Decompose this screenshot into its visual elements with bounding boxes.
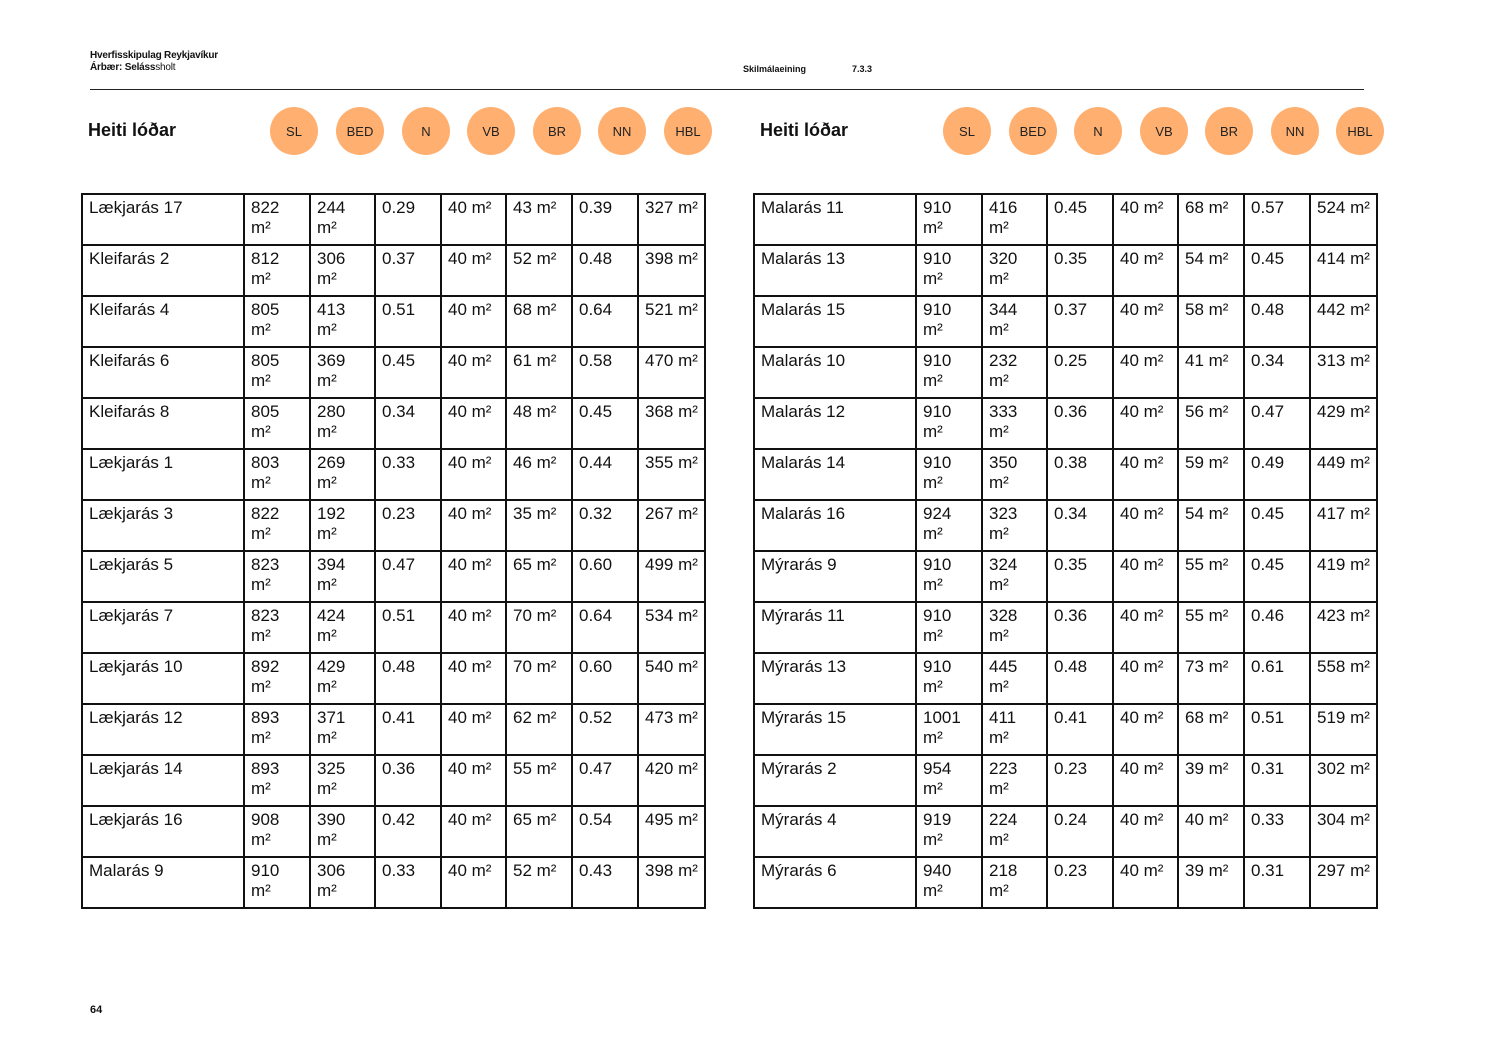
legend-circle-nn-right: NN (1271, 107, 1319, 155)
cell-nn: 0.60 (572, 653, 638, 704)
cell-nn: 0.51 (1244, 704, 1310, 755)
legend-circle-hbl-left: HBL (664, 107, 712, 155)
cell-lot-name: Mýrarás 13 (754, 653, 916, 704)
lots-table-right (753, 193, 1378, 909)
cell-br: 43 m² (506, 194, 572, 245)
cell-n: 0.48 (1047, 653, 1113, 704)
cell-nn: 0.32 (572, 500, 638, 551)
cell-nn: 0.33 (1244, 806, 1310, 857)
cell-n: 0.42 (375, 806, 441, 857)
cell-bed: 323 m² (982, 500, 1047, 551)
cell-br: 35 m² (506, 500, 572, 551)
lots-table-left (81, 193, 706, 909)
cell-bed: 369 m² (310, 347, 375, 398)
cell-sl: 908 m² (244, 806, 310, 857)
cell-sl: 910 m² (916, 347, 982, 398)
cell-sl: 910 m² (244, 857, 310, 908)
table-row (82, 857, 705, 908)
cell-hbl: 524 m² (1310, 194, 1377, 245)
cell-nn: 0.57 (1244, 194, 1310, 245)
table-row (82, 806, 705, 857)
cell-vb: 40 m² (441, 347, 506, 398)
cell-sl: 823 m² (244, 602, 310, 653)
table-row (82, 704, 705, 755)
cell-sl: 924 m² (916, 500, 982, 551)
cell-vb: 40 m² (1113, 449, 1178, 500)
cell-lot-name: Kleifarás 8 (82, 398, 244, 449)
table-row (754, 296, 1377, 347)
cell-br: 68 m² (1178, 194, 1244, 245)
table-row (82, 653, 705, 704)
cell-vb: 40 m² (441, 755, 506, 806)
cell-n: 0.24 (1047, 806, 1113, 857)
cell-nn: 0.46 (1244, 602, 1310, 653)
cell-sl: 910 m² (916, 245, 982, 296)
cell-br: 65 m² (506, 806, 572, 857)
cell-sl: 910 m² (916, 398, 982, 449)
cell-lot-name: Malarás 11 (754, 194, 916, 245)
cell-bed: 320 m² (982, 245, 1047, 296)
table-row (754, 194, 1377, 245)
cell-lot-name: Malarás 15 (754, 296, 916, 347)
cell-lot-name: Lækjarás 3 (82, 500, 244, 551)
cell-sl: 822 m² (244, 500, 310, 551)
cell-nn: 0.43 (572, 857, 638, 908)
cell-sl: 919 m² (916, 806, 982, 857)
cell-br: 54 m² (1178, 245, 1244, 296)
cell-lot-name: Mýrarás 4 (754, 806, 916, 857)
legend-circle-hbl-right: HBL (1336, 107, 1384, 155)
cell-sl: 910 m² (916, 449, 982, 500)
cell-br: 55 m² (1178, 551, 1244, 602)
cell-vb: 40 m² (1113, 653, 1178, 704)
cell-lot-name: Lækjarás 14 (82, 755, 244, 806)
cell-vb: 40 m² (441, 296, 506, 347)
cell-vb: 40 m² (1113, 602, 1178, 653)
cell-br: 40 m² (1178, 806, 1244, 857)
cell-vb: 40 m² (441, 857, 506, 908)
cell-bed: 325 m² (310, 755, 375, 806)
cell-hbl: 470 m² (638, 347, 705, 398)
cell-n: 0.23 (375, 500, 441, 551)
cell-lot-name: Lækjarás 7 (82, 602, 244, 653)
subtitle-prefix: Árbær: (90, 62, 123, 73)
cell-hbl: 540 m² (638, 653, 705, 704)
cell-bed: 411 m² (982, 704, 1047, 755)
legend-circle-sl-right: SL (943, 107, 991, 155)
cell-bed: 416 m² (982, 194, 1047, 245)
cell-vb: 40 m² (1113, 806, 1178, 857)
cell-hbl: 420 m² (638, 755, 705, 806)
cell-hbl: 429 m² (1310, 398, 1377, 449)
cell-bed: 350 m² (982, 449, 1047, 500)
cell-nn: 0.45 (1244, 551, 1310, 602)
cell-vb: 40 m² (1113, 194, 1178, 245)
cell-nn: 0.60 (572, 551, 638, 602)
cell-bed: 218 m² (982, 857, 1047, 908)
cell-br: 55 m² (506, 755, 572, 806)
cell-sl: 812 m² (244, 245, 310, 296)
cell-nn: 0.54 (572, 806, 638, 857)
cell-lot-name: Kleifarás 6 (82, 347, 244, 398)
cell-n: 0.34 (1047, 500, 1113, 551)
cell-bed: 445 m² (982, 653, 1047, 704)
cell-hbl: 267 m² (638, 500, 705, 551)
cell-br: 59 m² (1178, 449, 1244, 500)
table-row (754, 551, 1377, 602)
legend-heading-right: Heiti lóðar (760, 120, 849, 140)
legend-circle-bed-left: BED (336, 107, 384, 155)
table-row (82, 500, 705, 551)
cell-vb: 40 m² (441, 806, 506, 857)
cell-nn: 0.45 (1244, 500, 1310, 551)
cell-bed: 413 m² (310, 296, 375, 347)
cell-lot-name: Malarás 9 (82, 857, 244, 908)
table-row (754, 857, 1377, 908)
cell-vb: 40 m² (441, 602, 506, 653)
cell-n: 0.29 (375, 194, 441, 245)
legend-circle-n-right: N (1074, 107, 1122, 155)
cell-bed: 224 m² (982, 806, 1047, 857)
cell-nn: 0.47 (1244, 398, 1310, 449)
cell-nn: 0.34 (1244, 347, 1310, 398)
cell-hbl: 327 m² (638, 194, 705, 245)
cell-hbl: 313 m² (1310, 347, 1377, 398)
document-title: Hverfisskipulag Reykjavíkur (90, 50, 218, 61)
table-row (82, 755, 705, 806)
cell-br: 61 m² (506, 347, 572, 398)
cell-hbl: 398 m² (638, 245, 705, 296)
legend-circle-nn-left: NN (598, 107, 646, 155)
cell-lot-name: Lækjarás 12 (82, 704, 244, 755)
cell-nn: 0.48 (1244, 296, 1310, 347)
cell-nn: 0.39 (572, 194, 638, 245)
cell-vb: 40 m² (1113, 296, 1178, 347)
legend-circle-vb-right: VB (1140, 107, 1188, 155)
cell-vb: 40 m² (441, 653, 506, 704)
cell-vb: 40 m² (1113, 347, 1178, 398)
cell-nn: 0.45 (572, 398, 638, 449)
cell-n: 0.37 (1047, 296, 1113, 347)
cell-br: 48 m² (506, 398, 572, 449)
cell-br: 41 m² (1178, 347, 1244, 398)
table-row (82, 245, 705, 296)
document-subtitle (90, 62, 175, 73)
cell-sl: 805 m² (244, 398, 310, 449)
table-row (82, 398, 705, 449)
cell-bed: 394 m² (310, 551, 375, 602)
cell-lot-name: Malarás 16 (754, 500, 916, 551)
cell-bed: 328 m² (982, 602, 1047, 653)
table-row (754, 347, 1377, 398)
cell-vb: 40 m² (1113, 857, 1178, 908)
legend-circle-sl-left: SL (270, 107, 318, 155)
cell-lot-name: Kleifarás 2 (82, 245, 244, 296)
cell-sl: 910 m² (916, 551, 982, 602)
cell-bed: 192 m² (310, 500, 375, 551)
cell-sl: 805 m² (244, 296, 310, 347)
cell-lot-name: Lækjarás 16 (82, 806, 244, 857)
cell-n: 0.35 (1047, 551, 1113, 602)
cell-nn: 0.31 (1244, 857, 1310, 908)
cell-n: 0.23 (1047, 755, 1113, 806)
cell-br: 58 m² (1178, 296, 1244, 347)
cell-sl: 910 m² (916, 194, 982, 245)
table-row (82, 551, 705, 602)
cell-bed: 232 m² (982, 347, 1047, 398)
table-row (82, 296, 705, 347)
cell-bed: 344 m² (982, 296, 1047, 347)
cell-hbl: 417 m² (1310, 500, 1377, 551)
table-row (82, 194, 705, 245)
cell-n: 0.23 (1047, 857, 1113, 908)
cell-nn: 0.48 (572, 245, 638, 296)
table-row (754, 653, 1377, 704)
cell-hbl: 495 m² (638, 806, 705, 857)
cell-sl: 805 m² (244, 347, 310, 398)
cell-bed: 371 m² (310, 704, 375, 755)
cell-sl: 910 m² (916, 653, 982, 704)
cell-n: 0.34 (375, 398, 441, 449)
cell-nn: 0.45 (1244, 245, 1310, 296)
cell-vb: 40 m² (1113, 245, 1178, 296)
legend-circle-bed-right: BED (1009, 107, 1057, 155)
cell-n: 0.25 (1047, 347, 1113, 398)
cell-hbl: 419 m² (1310, 551, 1377, 602)
cell-lot-name: Lækjarás 17 (82, 194, 244, 245)
page-number: 64 (90, 1004, 103, 1016)
cell-hbl: 558 m² (1310, 653, 1377, 704)
cell-sl: 940 m² (916, 857, 982, 908)
cell-bed: 424 m² (310, 602, 375, 653)
table-row (82, 602, 705, 653)
cell-n: 0.35 (1047, 245, 1113, 296)
cell-n: 0.48 (375, 653, 441, 704)
legend-circle-n-left: N (402, 107, 450, 155)
cell-hbl: 449 m² (1310, 449, 1377, 500)
cell-br: 73 m² (1178, 653, 1244, 704)
cell-br: 46 m² (506, 449, 572, 500)
table-row (754, 449, 1377, 500)
cell-br: 68 m² (506, 296, 572, 347)
cell-n: 0.45 (1047, 194, 1113, 245)
cell-lot-name: Mýrarás 2 (754, 755, 916, 806)
cell-nn: 0.49 (1244, 449, 1310, 500)
cell-lot-name: Malarás 10 (754, 347, 916, 398)
legend-circle-vb-left: VB (467, 107, 515, 155)
cell-bed: 223 m² (982, 755, 1047, 806)
cell-bed: 244 m² (310, 194, 375, 245)
cell-br: 70 m² (506, 602, 572, 653)
legend-circle-br-left: BR (533, 107, 581, 155)
cell-br: 56 m² (1178, 398, 1244, 449)
cell-bed: 306 m² (310, 857, 375, 908)
cell-hbl: 355 m² (638, 449, 705, 500)
cell-bed: 269 m² (310, 449, 375, 500)
cell-hbl: 398 m² (638, 857, 705, 908)
table-row (754, 806, 1377, 857)
section-number: 7.3.3 (852, 64, 873, 74)
cell-bed: 390 m² (310, 806, 375, 857)
cell-vb: 40 m² (1113, 755, 1178, 806)
cell-br: 52 m² (506, 245, 572, 296)
cell-hbl: 304 m² (1310, 806, 1377, 857)
cell-n: 0.38 (1047, 449, 1113, 500)
cell-br: 62 m² (506, 704, 572, 755)
cell-bed: 333 m² (982, 398, 1047, 449)
cell-br: 52 m² (506, 857, 572, 908)
cell-nn: 0.47 (572, 755, 638, 806)
cell-nn: 0.64 (572, 296, 638, 347)
cell-bed: 306 m² (310, 245, 375, 296)
cell-lot-name: Mýrarás 9 (754, 551, 916, 602)
cell-vb: 40 m² (441, 245, 506, 296)
subtitle-overlap: Seláss (124, 62, 156, 73)
cell-sl: 910 m² (916, 296, 982, 347)
cell-lot-name: Mýrarás 6 (754, 857, 916, 908)
cell-hbl: 499 m² (638, 551, 705, 602)
cell-hbl: 302 m² (1310, 755, 1377, 806)
cell-lot-name: Kleifarás 4 (82, 296, 244, 347)
table-row (754, 398, 1377, 449)
section-label: Skilmálaeining (743, 64, 807, 74)
cell-sl: 954 m² (916, 755, 982, 806)
cell-n: 0.33 (375, 449, 441, 500)
cell-vb: 40 m² (441, 194, 506, 245)
cell-sl: 910 m² (916, 602, 982, 653)
cell-vb: 40 m² (1113, 500, 1178, 551)
cell-n: 0.41 (375, 704, 441, 755)
cell-br: 70 m² (506, 653, 572, 704)
cell-vb: 40 m² (441, 398, 506, 449)
cell-n: 0.47 (375, 551, 441, 602)
table-row (754, 704, 1377, 755)
cell-hbl: 519 m² (1310, 704, 1377, 755)
cell-vb: 40 m² (1113, 398, 1178, 449)
cell-lot-name: Lækjarás 10 (82, 653, 244, 704)
table-row (82, 347, 705, 398)
cell-hbl: 473 m² (638, 704, 705, 755)
cell-br: 68 m² (1178, 704, 1244, 755)
cell-n: 0.41 (1047, 704, 1113, 755)
cell-br: 39 m² (1178, 755, 1244, 806)
cell-hbl: 423 m² (1310, 602, 1377, 653)
cell-n: 0.51 (375, 296, 441, 347)
cell-br: 65 m² (506, 551, 572, 602)
cell-sl: 822 m² (244, 194, 310, 245)
cell-sl: 823 m² (244, 551, 310, 602)
header-rule (90, 89, 1364, 90)
cell-bed: 280 m² (310, 398, 375, 449)
cell-vb: 40 m² (441, 500, 506, 551)
cell-lot-name: Mýrarás 15 (754, 704, 916, 755)
cell-nn: 0.58 (572, 347, 638, 398)
cell-lot-name: Malarás 13 (754, 245, 916, 296)
cell-br: 55 m² (1178, 602, 1244, 653)
cell-vb: 40 m² (441, 551, 506, 602)
cell-nn: 0.61 (1244, 653, 1310, 704)
cell-sl: 803 m² (244, 449, 310, 500)
cell-sl: 893 m² (244, 704, 310, 755)
cell-n: 0.51 (375, 602, 441, 653)
cell-hbl: 297 m² (1310, 857, 1377, 908)
cell-n: 0.45 (375, 347, 441, 398)
cell-nn: 0.52 (572, 704, 638, 755)
subtitle-rest: sholt (155, 62, 176, 73)
cell-bed: 324 m² (982, 551, 1047, 602)
cell-hbl: 442 m² (1310, 296, 1377, 347)
cell-n: 0.37 (375, 245, 441, 296)
table-row (82, 449, 705, 500)
cell-hbl: 368 m² (638, 398, 705, 449)
cell-hbl: 521 m² (638, 296, 705, 347)
cell-n: 0.36 (1047, 602, 1113, 653)
cell-lot-name: Lækjarás 5 (82, 551, 244, 602)
legend-circle-br-right: BR (1205, 107, 1253, 155)
cell-lot-name: Lækjarás 1 (82, 449, 244, 500)
cell-sl: 892 m² (244, 653, 310, 704)
cell-br: 54 m² (1178, 500, 1244, 551)
cell-bed: 429 m² (310, 653, 375, 704)
cell-nn: 0.44 (572, 449, 638, 500)
cell-vb: 40 m² (1113, 704, 1178, 755)
cell-nn: 0.31 (1244, 755, 1310, 806)
cell-vb: 40 m² (1113, 551, 1178, 602)
cell-vb: 40 m² (441, 449, 506, 500)
cell-lot-name: Malarás 12 (754, 398, 916, 449)
table-row (754, 245, 1377, 296)
cell-nn: 0.64 (572, 602, 638, 653)
cell-n: 0.36 (375, 755, 441, 806)
cell-hbl: 534 m² (638, 602, 705, 653)
legend-heading-left: Heiti lóðar (88, 120, 177, 140)
cell-sl: 1001 m² (916, 704, 982, 755)
table-row (754, 755, 1377, 806)
table-row (754, 500, 1377, 551)
cell-lot-name: Malarás 14 (754, 449, 916, 500)
cell-n: 0.33 (375, 857, 441, 908)
cell-vb: 40 m² (441, 704, 506, 755)
table-row (754, 602, 1377, 653)
cell-n: 0.36 (1047, 398, 1113, 449)
cell-hbl: 414 m² (1310, 245, 1377, 296)
cell-sl: 893 m² (244, 755, 310, 806)
cell-lot-name: Mýrarás 11 (754, 602, 916, 653)
cell-br: 39 m² (1178, 857, 1244, 908)
